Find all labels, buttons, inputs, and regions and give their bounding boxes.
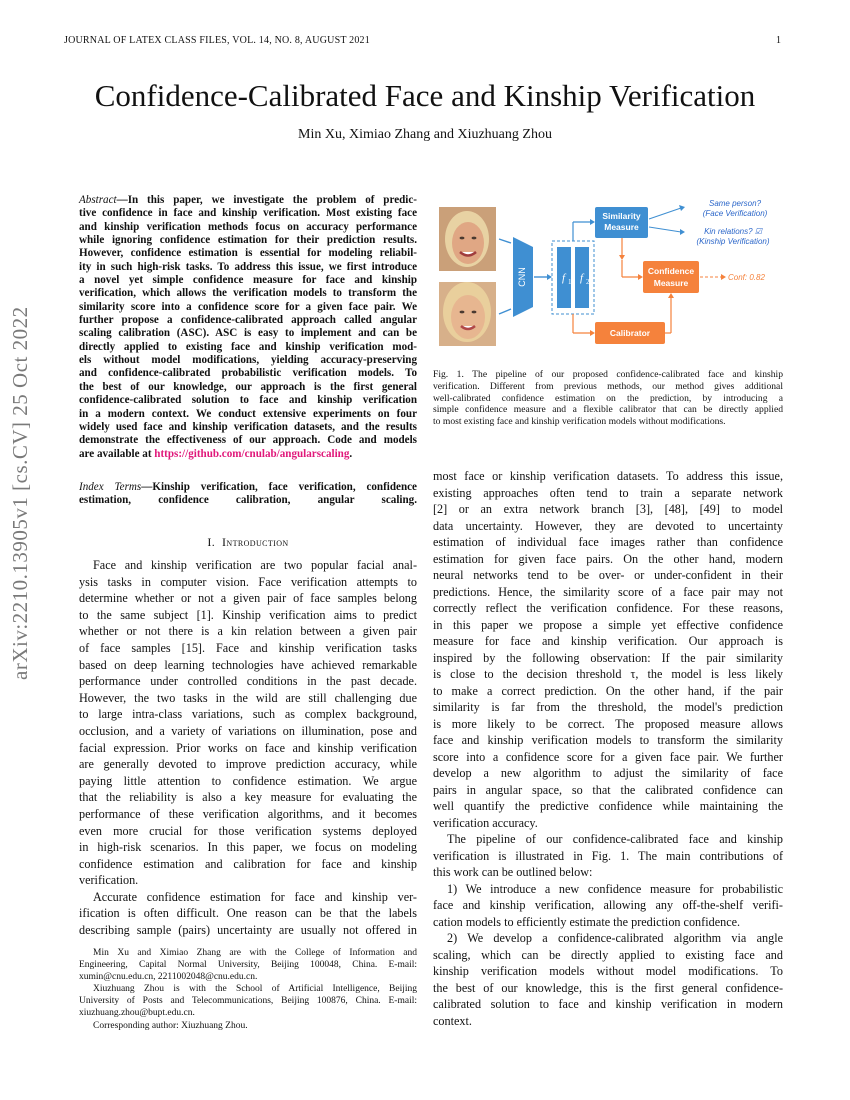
abstract-line: widely used face and kinship verification datasets, and the results (79, 420, 417, 433)
abstract-line: Abstract—In this paper, we investigate the problem of predic- (79, 194, 417, 206)
abstract-line: the best of our knowledge, our approach is the first general (79, 380, 417, 393)
body-line: The pipeline of our confidence-calibrated face and kinship (447, 832, 783, 846)
body-line: to the same subject [1]. Kinship verification aims to predict (79, 607, 417, 622)
index-terms-line: Index Terms—Kinship verification, face verification, confidence (79, 481, 417, 493)
contribution-line: kinship verification models without model modifications. To (433, 964, 783, 978)
abstract-line: in a modern context. We conduct extensive experiments on four (79, 407, 417, 420)
index-terms-line: estimation, confidence calibration, angular scaling. (79, 494, 417, 507)
footnote-line: Min Xu and Ximiao Zhang are with the College of Information and (93, 948, 417, 958)
footnote-line: Engineering, Capital Normal University, Beijing 100048, China. E-mail: (79, 960, 417, 971)
body-line: face and kinship verification models to transform the similarity (433, 733, 783, 747)
svg-text:Measure: Measure (653, 278, 689, 288)
svg-text:f: f (562, 272, 566, 284)
body-line: performance of these verification algorithms, and it becomes (79, 806, 417, 821)
footnote-line: Xiuzhuang Zhou is with the School of Artificial Intelligence, Beijing (93, 984, 417, 995)
svg-text:Calibrator: Calibrator (609, 328, 651, 338)
body-line: verification. (79, 873, 139, 888)
body-line: verification is illustrated in Fig. 1. The main contributions of (433, 848, 783, 863)
body-line: confidence estimation and calibration for face and kinship (79, 856, 417, 871)
body-line: to large intra-class variations, such as complex background, (79, 707, 417, 722)
abstract-line: and confidence-calibrated probabilistic verification models. To (79, 367, 417, 380)
caption-line: Fig. 1. The pipeline of our proposed confidence-calibrated face and kinship (433, 369, 783, 380)
abstract-label: Abstract (79, 194, 117, 206)
arxiv-stamp[interactable]: arXiv:2210.13905v1 [cs.CV] 25 Oct 2022 (8, 306, 32, 680)
body-line: of face samples [15]. Face and kinship verification tasks (79, 640, 417, 655)
footnote-line: xumin@cnu.edu.cn, 2211002048@cnu.edu.cn. (79, 972, 258, 983)
body-line: is close to the decision threshold τ, the model is less likely (433, 667, 783, 681)
body-line: to make a correct prediction. On the other hand, if the pair (433, 683, 783, 698)
body-line: neural networks tend to be over- or under-confident in their (433, 568, 783, 582)
abstract-line: scaling calibration (ASC). ASC is easy to implement and can be (79, 327, 417, 340)
body-line: Face and kinship verification are two popular facial anal- (93, 558, 417, 572)
body-line: measure for face and kinship verification. Our approach is (433, 634, 783, 648)
body-line: [2] or an extra network branch [3], [48], [49] to model (433, 502, 783, 516)
body-line: estimation for given face pairs. On the other hand, modern (433, 551, 783, 566)
svg-text:Measure: Measure (604, 222, 639, 232)
body-line: whether or not there is a kin relation between a given pair (79, 624, 417, 639)
contribution-line: scaling, which can be directly applied to existing face and (433, 947, 783, 962)
svg-text:Similarity: Similarity (602, 211, 641, 221)
code-link[interactable]: https://github.com/cnulab/angularscaling (154, 447, 350, 460)
section-heading: I. Introduction (207, 535, 289, 549)
caption-line: to most existing face and kinship verification models without modifications. (433, 416, 726, 428)
body-line: performance under controlled conditions in the past decade. (79, 674, 417, 689)
body-line: ification is often difficult. One reason can be that the labels (79, 906, 417, 921)
abstract-line: ity in such high-risk tasks. To address this issue, we first introduce (79, 260, 417, 273)
contribution-line: face and kinship verification, allowing any off-the-shelf verifi- (433, 898, 783, 912)
abstract-line: further propose a confidence-calibrated approach called angular (79, 314, 417, 327)
body-line: inspired by the following observation: If the pair similarity (433, 650, 783, 665)
abstract-line: els without model modifications, yielding accuracy-preserving (79, 354, 417, 367)
body-line: Accurate confidence estimation for face and kinship ver- (93, 889, 417, 904)
contribution-line: cation models to efficiently estimate the prediction confidence. (433, 914, 741, 929)
caption-line: well-calibrated confidence estimation on the prediction, by introducing a (433, 392, 783, 404)
body-line: similarity is far from the threshold, the model's prediction (433, 700, 783, 714)
body-line: in this paper we propose a simple yet effective confidence (433, 617, 783, 632)
body-line: this work can be outlined below: (433, 865, 593, 879)
abstract-line: similarity score into a confidence score for a given face pair. We (79, 300, 417, 313)
page-number: 1 (776, 35, 781, 46)
index-terms-label: Index Terms (79, 481, 142, 493)
body-line: are generally devoted to improve prediction accuracy, while (79, 757, 417, 772)
cnn-label: CNN (517, 267, 527, 287)
abstract-line: However, confidence estimation is essential for modeling reliabil- (79, 247, 417, 260)
abstract-line: a novel yet simple confidence measure for face and kinship (79, 274, 417, 287)
body-line: that the reliability is also a key measure for evaluating the (79, 790, 417, 805)
body-line: paying little attention to confidence estimation. We argue (79, 773, 417, 788)
body-line: verification accuracy. (433, 815, 538, 830)
body-line: occlusion, and a variety of variations on illumination, pose and (79, 723, 417, 738)
body-line: is more likely to be correct. The proposed measure allows (433, 716, 783, 731)
abstract-line: demonstrate the effectiveness of our approach. Code and models (79, 434, 417, 447)
abstract-line: and kinship verification methods focus on accuracy performance (79, 220, 417, 233)
body-line: estimation of individual face images rather than confidence (433, 535, 783, 549)
body-line: data uncertainty. However, they are devoted to uncertainty (433, 518, 783, 533)
svg-text:(Face Verification): (Face Verification) (702, 209, 768, 218)
abstract-line: verification, which allows the verification models to transform the (79, 287, 417, 300)
face-image-bottom (439, 282, 496, 346)
svg-text:Same person?: Same person? (708, 199, 762, 208)
svg-text:1: 1 (568, 278, 572, 286)
body-line: predictions. Hence, the similarity score of a face pair may not (433, 584, 783, 599)
body-line: describing sample (pairs) uncertainty are usually not offered in (79, 923, 417, 938)
svg-text:Conf: 0.82: Conf: 0.82 (728, 273, 765, 282)
figure-caption (433, 369, 783, 428)
body-line: develop a new algorithm to adjust the similarity of face (433, 766, 783, 780)
body-line: pairs in angular space, so that the calibrated confidence can (433, 782, 783, 797)
body-line: even more crucial for those verification systems deployed (79, 823, 417, 838)
right-column-text (433, 468, 783, 1029)
paper-title: Confidence-Calibrated Face and Kinship Verification (94, 78, 756, 113)
contribution-line: the best of our knowledge, this is the first general confidence- (433, 980, 783, 995)
contribution-line: context. (433, 1013, 472, 1028)
running-header: JOURNAL OF LATEX CLASS FILES, VOL. 14, NO. 8, AUGUST 2021 (64, 35, 370, 46)
body-line: score into a confidence score for a given face pair. We further (433, 749, 783, 764)
caption-line: simple confidence measure and a flexible calibrator that can be directly applied (433, 404, 783, 416)
svg-text:Confidence: Confidence (647, 266, 695, 276)
svg-text:2: 2 (586, 278, 590, 286)
contribution-line: 1) We introduce a new confidence measure for probabilistic (447, 881, 783, 896)
abstract-line: while ignoring confidence estimation for their prediction results. (79, 234, 417, 247)
contribution-line: 2) We develop a confidence-calibrated algorithm via angle (447, 931, 783, 945)
abstract-line: tive confidence in face and kinship verification. Most existing face (79, 207, 417, 220)
abstract-line: are available at https://github.com/cnulab/angularscaling. (79, 447, 353, 460)
body-line: most face or kinship verification datasets. To address this issue, (433, 469, 783, 483)
svg-text:(Kinship Verification): (Kinship Verification) (696, 237, 770, 246)
body-line: in high-risk scenarios. In this paper, we focus on modeling (79, 840, 417, 855)
body-line: based on deep learning technologies have achieved remarkable (79, 657, 417, 672)
body-line: determine whether or not a given pair of face samples belong (79, 591, 417, 606)
caption-line: verification. Different from previous methods, our method gives additional (433, 380, 783, 392)
footnote-line: xiuzhuang.zhou@bupt.edu.cn. (79, 1008, 195, 1019)
body-line: well quantify the predictive confidence while maintaining the (433, 799, 783, 813)
body-line: However, the two tasks in the wild are still challenging due (79, 690, 417, 705)
intro-text (79, 557, 417, 939)
footnote-line: University of Posts and Telecommunications, Beijing 100876, China. E-mail: (79, 996, 417, 1007)
abstract (79, 194, 417, 461)
contribution-line: calibrated solution to face and kinship verification in modern (433, 997, 783, 1011)
abstract-line: confidence-calibrated solution to face and kinship verification (79, 394, 417, 407)
footnotes (79, 947, 417, 1032)
author-list: Min Xu, Ximiao Zhang and Xiuzhuang Zhou (298, 127, 552, 142)
body-line: facial expression. Prior works on face and kinship verification (79, 740, 417, 755)
abstract-line: directly applied to existing face and kinship verification mod- (79, 340, 417, 353)
face-image-top (439, 207, 496, 271)
pipeline-figure (435, 197, 785, 357)
body-line: ysis tasks in computer vision. Face verification attempts to (79, 574, 417, 589)
footnote-line: Corresponding author: Xiuzhuang Zhou. (93, 1020, 248, 1031)
index-terms (79, 481, 417, 508)
svg-text:f: f (580, 272, 584, 284)
body-line: existing approaches often tend to train a separate network (433, 485, 783, 500)
body-line: correctly reflect the verification confidence. For these reasons, (433, 601, 783, 615)
svg-text:Kin relations? ☑: Kin relations? ☑ (704, 227, 762, 236)
